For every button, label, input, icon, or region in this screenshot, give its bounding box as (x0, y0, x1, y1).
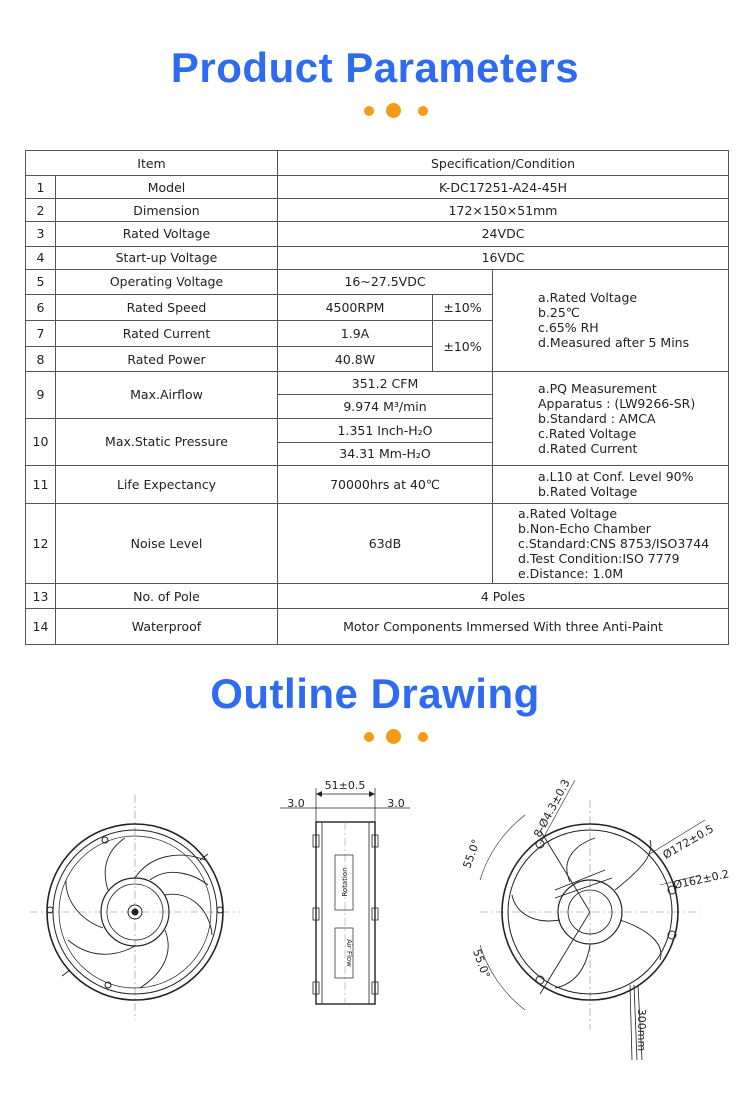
row-item: Life Expectancy (56, 465, 278, 503)
row-tolerance: ±10% (433, 294, 493, 320)
row-item: Max.Static Pressure (56, 418, 278, 465)
note-line: a.Rated Voltage (518, 506, 618, 522)
side-right-dimension: 3.0 (387, 797, 405, 810)
note-line: d.Test Condition:ISO 7779 (518, 551, 680, 567)
fan-front-view (30, 795, 240, 1020)
fan-rear-view (460, 777, 730, 1060)
row-number: 12 (26, 503, 56, 583)
row-item: Model (56, 176, 278, 199)
row-spec: 4 Poles (278, 584, 729, 608)
row-number: 11 (26, 465, 56, 503)
note-line: e.Distance: 1.0M (518, 566, 624, 582)
mounting-holes-dimension: 8-Ø4.3±0.3 (531, 777, 573, 840)
fan-side-view (280, 779, 410, 1004)
row-spec: 40.8W (278, 347, 433, 372)
row-item: Rated Power (56, 347, 278, 372)
row-number: 3 (26, 222, 56, 246)
note-line: b.Rated Voltage (538, 484, 638, 500)
row-spec: 16VDC (278, 246, 729, 269)
row-spec: 9.974 M³/min (278, 395, 493, 418)
row-number: 1 (26, 176, 56, 199)
outer-diameter-dimension: Ø172±0.5 (660, 822, 716, 862)
row-item: Max.Airflow (56, 372, 278, 418)
note-line: d.Measured after 5 Mins (538, 335, 690, 351)
inner-diameter-dimension: Ø162±0.2 (672, 867, 731, 892)
header-item: Item (26, 151, 278, 176)
note-line: c.Standard:CNS 8753/ISO3744 (518, 536, 710, 552)
table-row (26, 608, 729, 644)
table-row (26, 584, 729, 608)
lead-length-dimension: 300mm (635, 1008, 648, 1052)
row-spec: 34.31 Mm-H₂O (278, 442, 493, 465)
note-line: b.Non-Echo Chamber (518, 521, 651, 537)
table-row (26, 465, 729, 503)
table-row (26, 176, 729, 199)
table-row (26, 269, 729, 294)
row-item: Start-up Voltage (56, 246, 278, 269)
row-item: Dimension (56, 199, 278, 222)
row-spec: 172×150×51mm (278, 199, 729, 222)
row-item: Waterproof (56, 608, 278, 644)
row-item: Noise Level (56, 503, 278, 583)
table-row (26, 199, 729, 222)
row-number: 4 (26, 246, 56, 269)
row-spec: K-DC17251-A24-45H (278, 176, 729, 199)
rotation-label: Rotation (341, 867, 349, 897)
table-row (26, 246, 729, 269)
table-row (26, 503, 729, 583)
note-line: Apparatus : (LW9266-SR) (538, 396, 696, 411)
row-spec: 4500RPM (278, 294, 433, 320)
row-number: 13 (26, 584, 56, 608)
row-item: Operating Voltage (56, 269, 278, 294)
row-spec: 1.351 Inch-H₂O (278, 418, 493, 442)
notes-row-11 (493, 465, 729, 503)
row-spec: 24VDC (278, 222, 729, 246)
row-tolerance: ±10% (433, 320, 493, 371)
notes-rows-9-10 (493, 372, 729, 466)
row-spec: 70000hrs at 40℃ (278, 465, 493, 503)
row-item: Rated Voltage (56, 222, 278, 246)
row-item: No. of Pole (56, 584, 278, 608)
row-number: 7 (26, 320, 56, 346)
row-number: 9 (26, 372, 56, 418)
airflow-label: Air Flow (345, 939, 353, 967)
outline-drawing-title: Outline Drawing (210, 670, 540, 717)
row-spec: 63dB (278, 503, 493, 583)
notes-row-12 (493, 503, 729, 583)
note-line: b.25℃ (538, 305, 580, 321)
note-line: d.Rated Current (538, 441, 638, 456)
angle-top-dimension: 55.0° (460, 837, 483, 871)
title-dots-decoration (0, 103, 750, 119)
row-spec: 351.2 CFM (278, 372, 493, 395)
row-number: 5 (26, 269, 56, 294)
row-number: 14 (26, 608, 56, 644)
note-line: c.Rated Voltage (538, 426, 637, 441)
product-parameters-title: Product Parameters (170, 44, 580, 91)
table-row (26, 372, 729, 395)
row-item: Rated Speed (56, 294, 278, 320)
row-number: 8 (26, 347, 56, 372)
side-left-dimension: 3.0 (287, 797, 305, 810)
row-spec: Motor Components Immersed With three Anti-Paint (278, 608, 729, 644)
title-dots-decoration (0, 729, 750, 745)
outline-drawing (0, 760, 750, 1104)
side-width-dimension: 51±0.5 (324, 779, 366, 792)
note-line: b.Standard : AMCA (538, 411, 656, 426)
row-item: Rated Current (56, 320, 278, 346)
row-number: 6 (26, 294, 56, 320)
header-spec: Specification/Condition (278, 151, 729, 176)
note-line: a.L10 at Conf. Level 90% (538, 469, 694, 485)
row-number: 2 (26, 199, 56, 222)
note-line: c.65% RH (538, 320, 599, 336)
row-spec: 16~27.5VDC (278, 269, 493, 294)
row-number: 10 (26, 418, 56, 465)
parameters-table (25, 150, 729, 645)
angle-bottom-dimension: 55.0° (470, 947, 493, 981)
notes-rows-5-8 (493, 269, 729, 372)
row-spec: 1.9A (278, 320, 433, 346)
note-line: a.PQ Measurement (538, 381, 657, 396)
table-header-row (26, 151, 729, 176)
table-row (26, 222, 729, 246)
note-line: a.Rated Voltage (538, 290, 638, 306)
